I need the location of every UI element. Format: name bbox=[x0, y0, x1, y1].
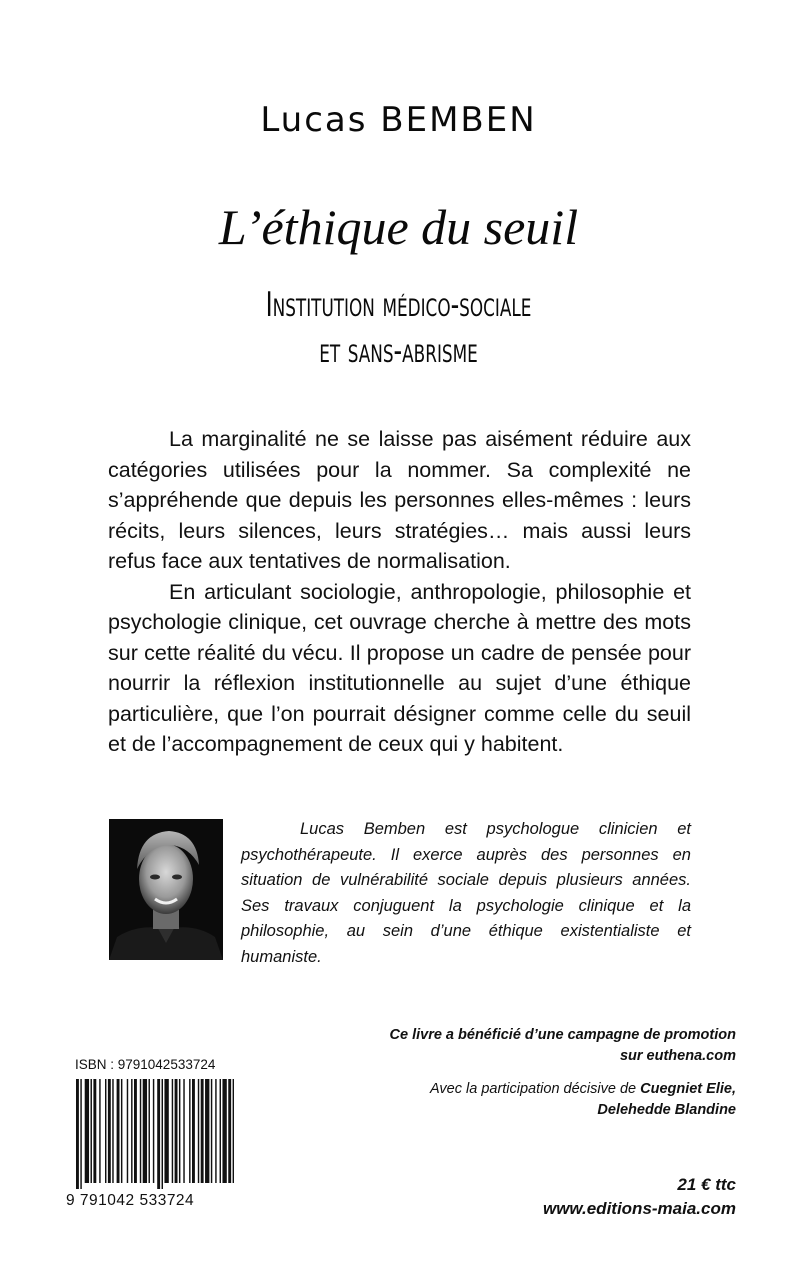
barcode-bar bbox=[140, 1079, 141, 1183]
barcode-bar bbox=[108, 1079, 111, 1183]
book-subtitle bbox=[88, 282, 710, 374]
subtitle-line-1: Institution médico-sociale bbox=[265, 285, 532, 325]
author-portrait-icon bbox=[109, 819, 223, 960]
promotion-line-2: sur euthena.com bbox=[619, 1048, 736, 1064]
barcode-bar bbox=[172, 1079, 173, 1183]
barcode-bar bbox=[127, 1079, 128, 1183]
barcode-bar bbox=[189, 1079, 190, 1183]
barcode-bar bbox=[143, 1079, 147, 1183]
participant-1: Cuegniet Elie, bbox=[640, 1081, 736, 1097]
subtitle-line-2: et sans-abrisme bbox=[319, 331, 478, 371]
publisher-website: www.editions-maia.com bbox=[542, 1199, 736, 1218]
isbn-barcode bbox=[64, 1079, 234, 1209]
barcode-bar bbox=[179, 1079, 180, 1183]
promotion-notice bbox=[330, 1025, 736, 1121]
barcode-bar bbox=[76, 1079, 79, 1189]
barcode-bar bbox=[205, 1079, 209, 1183]
barcode-bars bbox=[76, 1079, 234, 1189]
participation-prefix: Avec la participation décisive de bbox=[430, 1081, 641, 1097]
author-name: Lucas BEMBEN bbox=[260, 100, 537, 140]
barcode-bar bbox=[112, 1079, 113, 1183]
barcode-bar bbox=[215, 1079, 216, 1183]
blurb-paragraph-2: En articulant sociologie, anthropologie, philosophie et psychologie clinique, cet ouvrage cherche à mettre des mots sur cette réalité du vécu. Il propose un cadre de pensée pour nourrir la réflexion institutionnelle au sujet d’une éthique particulière, que l’on pourrait désigner comme celle du seuil et de l’accompagnement de ceux qui y habitent. bbox=[108, 579, 691, 756]
participant-2: Delehedde Blandine bbox=[597, 1102, 736, 1118]
barcode-bar bbox=[80, 1079, 81, 1189]
back-cover-blurb bbox=[108, 424, 691, 760]
barcode-bar bbox=[153, 1079, 154, 1183]
barcode-bar bbox=[162, 1079, 163, 1189]
barcode-bar bbox=[149, 1079, 150, 1183]
book-title: L’éthique du seuil bbox=[218, 199, 579, 255]
isbn-label: ISBN : 9791042533724 bbox=[75, 1057, 216, 1072]
price-block bbox=[430, 1173, 736, 1221]
author-photo bbox=[109, 819, 223, 960]
barcode-bar bbox=[228, 1079, 231, 1183]
barcode-bar bbox=[183, 1079, 184, 1183]
barcode-bar bbox=[91, 1079, 92, 1183]
barcode-digits: 9 791042 533724 bbox=[66, 1192, 195, 1209]
barcode-bar bbox=[220, 1079, 221, 1183]
barcode-bar bbox=[192, 1079, 195, 1183]
promotion-line-1: Ce livre a bénéficié d’une campagne de promotion bbox=[389, 1027, 736, 1043]
barcode-bar bbox=[105, 1079, 106, 1183]
barcode-bar bbox=[233, 1079, 234, 1183]
barcode-bar bbox=[157, 1079, 160, 1189]
author-bio: Lucas Bemben est psychologue clinicien et psychothérapeute. Il exerce auprès des personnes en situation de vulnérabilité sociale depuis plusieurs années. Ses travaux conjuguent la psychologie clinique et la philosophie, au sein d’une éthique existentialiste et humaniste. bbox=[241, 820, 691, 966]
barcode-bar bbox=[198, 1079, 199, 1183]
price-amount: 21 € ttc bbox=[677, 1175, 736, 1194]
barcode-bar bbox=[211, 1079, 212, 1183]
barcode-bar bbox=[222, 1079, 226, 1183]
barcode-bar bbox=[201, 1079, 204, 1183]
barcode-bar bbox=[93, 1079, 96, 1183]
barcode-bar bbox=[134, 1079, 137, 1183]
participation-line bbox=[330, 1079, 736, 1100]
barcode-bar bbox=[99, 1079, 100, 1183]
barcode-bar bbox=[117, 1079, 120, 1183]
barcode-bar bbox=[175, 1079, 178, 1183]
barcode-bar bbox=[131, 1079, 132, 1183]
barcode-bar bbox=[121, 1079, 122, 1183]
barcode-bar bbox=[164, 1079, 168, 1183]
barcode-bar bbox=[85, 1079, 89, 1183]
blurb-paragraph-1: La marginalité ne se laisse pas aisément réduire aux catégories utilisées pour la nommer. Sa complexité ne s’appréhende que depuis les personnes elles-mêmes : leurs récits, leurs silences, leurs stratégies… mais aussi leurs refus face aux tentatives de normalisation. bbox=[108, 427, 691, 573]
